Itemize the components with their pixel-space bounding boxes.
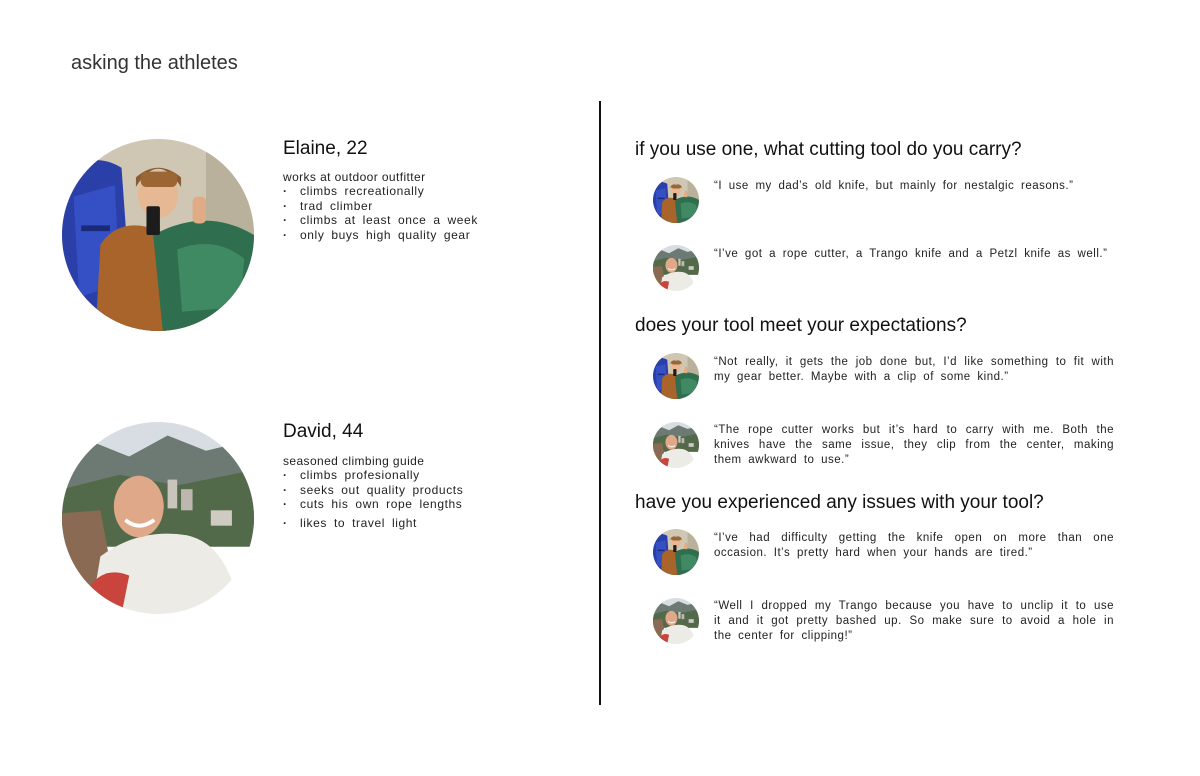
athlete-role: works at outdoor outfitter bbox=[283, 170, 426, 184]
david-photo bbox=[62, 422, 254, 614]
elaine-avatar bbox=[653, 353, 699, 399]
elaine-photo bbox=[62, 139, 254, 331]
david-avatar bbox=[653, 598, 699, 644]
question-heading: have you experienced any issues with your tool? bbox=[635, 492, 1044, 513]
trait-item: · climbs at least once a week bbox=[283, 213, 478, 228]
column-divider bbox=[599, 101, 601, 705]
trait-item: · only buys high quality gear bbox=[283, 228, 478, 243]
answer-quote: “Not really, it gets the job done but, I’d like something to fit with my gear better. Maybe with a clip of some kind.” bbox=[714, 356, 1114, 383]
trait-item: · trad climber bbox=[283, 199, 478, 214]
answer-quote: “Well I dropped my Trango because you have to unclip it to use it and it got pretty bashed up. So make sure to avoid a hole in the center for clipping!” bbox=[714, 600, 1114, 642]
trait-item: · climbs profesionally bbox=[283, 468, 463, 483]
trait-item: · seeks out quality products bbox=[283, 483, 463, 498]
question-heading: does your tool meet your expectations? bbox=[635, 315, 967, 336]
answer-quote: “I use my dad’s old knife, but mainly for nestalgic reasons.” bbox=[714, 180, 1074, 192]
trait-item: · likes to travel light bbox=[283, 516, 463, 531]
answer-quote: “I’ve got a rope cutter, a Trango knife and a Petzl knife as well.” bbox=[714, 248, 1108, 260]
answer-quote: “The rope cutter works but it’s hard to carry with me. Both the knives have the same issue, they clip from the center, making them awkward to use.” bbox=[714, 424, 1114, 466]
athlete-traits bbox=[283, 468, 463, 530]
page-title: asking the athletes bbox=[71, 52, 238, 74]
elaine-avatar bbox=[653, 177, 699, 223]
athlete-role: seasoned climbing guide bbox=[283, 454, 425, 468]
trait-item: · climbs recreationally bbox=[283, 184, 478, 199]
david-avatar bbox=[653, 422, 699, 468]
elaine-avatar bbox=[653, 529, 699, 575]
athlete-traits bbox=[283, 184, 478, 242]
athlete-name: David, 44 bbox=[283, 421, 364, 442]
answer-quote: “I’ve had difficulty getting the knife open on more than one occasion. It’s pretty hard when your hands are tired.” bbox=[714, 532, 1114, 559]
david-avatar bbox=[653, 245, 699, 291]
question-heading: if you use one, what cutting tool do you carry? bbox=[635, 139, 1022, 160]
trait-item: · cuts his own rope lengths bbox=[283, 497, 463, 512]
athlete-name: Elaine, 22 bbox=[283, 138, 368, 159]
